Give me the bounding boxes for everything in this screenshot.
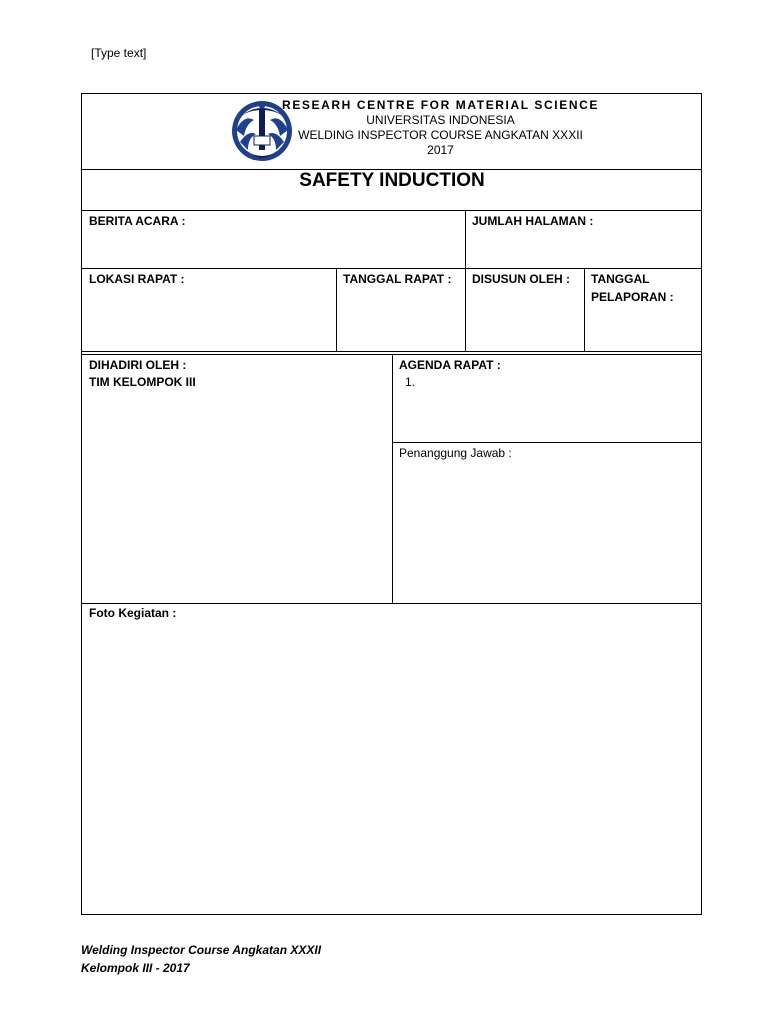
institution-line-2: UNIVERSITAS INDONESIA	[366, 113, 515, 127]
divider	[82, 351, 701, 352]
footer-line-1: Welding Inspector Course Angkatan XXXII	[81, 943, 322, 957]
tanggal-pelaporan-label-line-2: PELAPORAN :	[591, 290, 674, 304]
page-header-placeholder: [Type text]	[91, 46, 147, 60]
institution-name	[278, 98, 603, 158]
divider	[392, 442, 701, 443]
disusun-oleh-label: DISUSUN OLEH :	[472, 272, 571, 286]
divider	[336, 268, 337, 351]
jumlah-halaman-label: JUMLAH HALAMAN :	[472, 214, 594, 228]
safety-induction-form	[81, 93, 702, 915]
tanggal-pelaporan-label	[591, 270, 674, 306]
agenda-rapat-label: AGENDA RAPAT :	[399, 358, 501, 372]
divider	[82, 268, 701, 269]
institution-line-1: RESEARH CENTRE FOR MATERIAL SCIENCE	[282, 98, 599, 112]
divider	[392, 354, 393, 603]
tanggal-pelaporan-label-line-1: TANGGAL	[591, 272, 650, 286]
dihadiri-oleh-label: DIHADIRI OLEH :	[89, 358, 187, 372]
footer-line-2: Kelompok III - 2017	[81, 961, 190, 975]
tanggal-rapat-label: TANGGAL RAPAT :	[343, 272, 452, 286]
penanggung-jawab-label: Penanggung Jawab :	[399, 446, 512, 460]
foto-kegiatan-label: Foto Kegiatan :	[89, 606, 177, 620]
institution-year: 2017	[427, 143, 454, 157]
berita-acara-label: BERITA ACARA :	[89, 214, 186, 228]
institution-line-3: WELDING INSPECTOR COURSE ANGKATAN XXXII	[298, 128, 583, 142]
divider	[82, 210, 701, 211]
divider	[584, 268, 585, 351]
lokasi-rapat-label: LOKASI RAPAT :	[89, 272, 185, 286]
form-title: SAFETY INDUCTION	[299, 170, 485, 191]
dihadiri-oleh-value: TIM KELOMPOK III	[89, 375, 196, 389]
agenda-item: 1.	[405, 375, 416, 389]
divider	[465, 210, 466, 351]
